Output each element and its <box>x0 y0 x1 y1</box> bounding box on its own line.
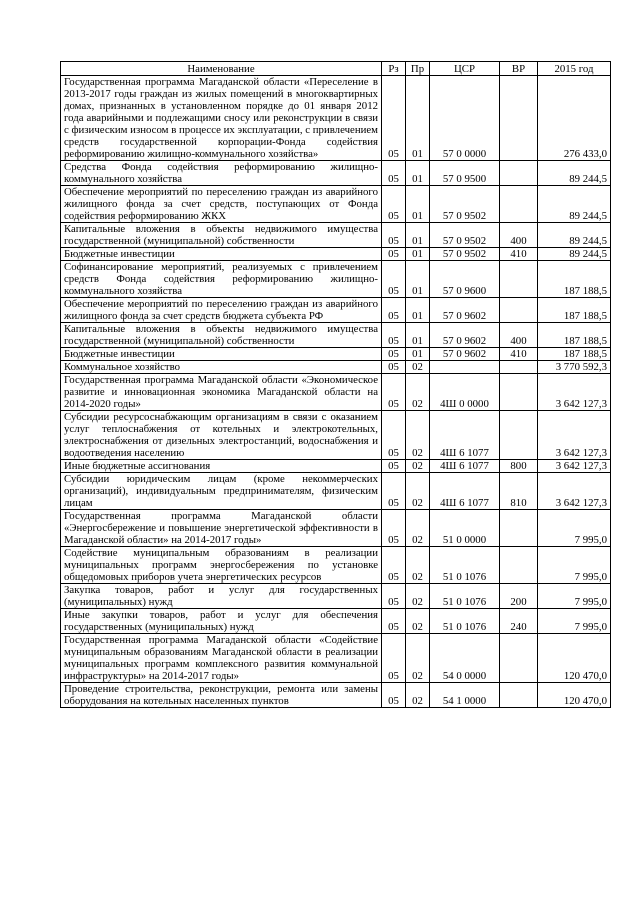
row-csr-cell: 51 0 1076 <box>430 609 500 634</box>
header-rz: Рз <box>382 62 406 76</box>
row-csr-cell: 54 0 0000 <box>430 634 500 683</box>
row-name-cell: Капитальные вложения в объекты недвижимого имущества государственной (муниципальной) собственности <box>61 223 382 248</box>
table-row <box>61 323 611 348</box>
table-header-row <box>61 62 611 76</box>
row-amount-cell: 3 770 592,3 <box>538 361 611 374</box>
row-pr-cell: 01 <box>406 76 430 161</box>
table-row <box>61 584 611 609</box>
row-name-cell: Софинансирование мероприятий, реализуемых с привлечением средств Фонда содействия реформированию жилищно-коммунального хозяйства <box>61 261 382 298</box>
row-name-cell: Обеспечение мероприятий по переселению граждан из аварийного жилищного фонда за счет средств бюджета субъекта РФ <box>61 298 382 323</box>
row-name-cell: Субсидии юридическим лицам (кроме некоммерческих организаций), индивидуальным предпринимателям, физическим лицам <box>61 473 382 510</box>
row-rz-cell: 05 <box>382 186 406 223</box>
row-amount-cell: 3 642 127,3 <box>538 411 611 460</box>
row-rz-cell: 05 <box>382 298 406 323</box>
row-vr-cell: 410 <box>500 248 538 261</box>
row-rz-cell: 05 <box>382 634 406 683</box>
row-amount-cell: 187 188,5 <box>538 261 611 298</box>
row-csr-cell: 57 0 9602 <box>430 348 500 361</box>
row-name-cell: Иные бюджетные ассигнования <box>61 460 382 473</box>
row-amount-cell: 120 470,0 <box>538 634 611 683</box>
row-vr-cell <box>500 510 538 547</box>
row-pr-cell: 02 <box>406 634 430 683</box>
row-rz-cell: 05 <box>382 323 406 348</box>
header-name: Наименование <box>61 62 382 76</box>
table-row <box>61 298 611 323</box>
row-csr-cell: 51 0 1076 <box>430 547 500 584</box>
row-amount-cell: 7 995,0 <box>538 584 611 609</box>
header-vr: ВР <box>500 62 538 76</box>
row-vr-cell: 400 <box>500 323 538 348</box>
row-pr-cell: 01 <box>406 223 430 248</box>
table-row <box>61 510 611 547</box>
row-csr-cell: 4Ш 6 1077 <box>430 411 500 460</box>
table-row <box>61 683 611 708</box>
row-name-cell: Содействие муниципальным образованиям в реализации муниципальных программ энергосбережения по установке общедомовых приборов учета энергетических ресурсов <box>61 547 382 584</box>
row-rz-cell: 05 <box>382 76 406 161</box>
row-rz-cell: 05 <box>382 510 406 547</box>
table-row <box>61 374 611 411</box>
row-vr-cell <box>500 411 538 460</box>
row-name-cell: Субсидии ресурсоснабжающим организациям в связи с оказанием услуг теплоснабжения от котельных и электрокотельных, электроснабжения от дизельных электростанций, водоснабжения и водоотведения населению <box>61 411 382 460</box>
row-csr-cell: 51 0 1076 <box>430 584 500 609</box>
row-csr-cell: 54 1 0000 <box>430 683 500 708</box>
row-amount-cell: 89 244,5 <box>538 223 611 248</box>
row-pr-cell: 02 <box>406 609 430 634</box>
row-csr-cell: 57 0 9602 <box>430 298 500 323</box>
row-name-cell: Государственная программа Магаданской области «Энергосбережение и повышение энергетической эффективности в Магаданской области» на 2014-2017 годы» <box>61 510 382 547</box>
row-name-cell: Бюджетные инвестиции <box>61 348 382 361</box>
row-pr-cell: 01 <box>406 186 430 223</box>
row-rz-cell: 05 <box>382 361 406 374</box>
budget-document-page <box>60 61 610 708</box>
row-rz-cell: 05 <box>382 248 406 261</box>
table-row <box>61 460 611 473</box>
row-name-cell: Государственная программа Магаданской области «Содействие муниципальным образованиям Магаданской области в реализации муниципальных программ комплексного развития коммунальной инфраструктуры» на 2014-2017 годы» <box>61 634 382 683</box>
row-pr-cell: 02 <box>406 374 430 411</box>
row-name-cell: Коммунальное хозяйство <box>61 361 382 374</box>
row-vr-cell <box>500 298 538 323</box>
row-vr-cell <box>500 683 538 708</box>
row-pr-cell: 02 <box>406 683 430 708</box>
row-rz-cell: 05 <box>382 161 406 186</box>
row-csr-cell: 4Ш 0 0000 <box>430 374 500 411</box>
table-row <box>61 411 611 460</box>
row-csr-cell: 57 0 9600 <box>430 261 500 298</box>
row-rz-cell: 05 <box>382 348 406 361</box>
row-csr-cell: 57 0 9500 <box>430 161 500 186</box>
row-amount-cell: 89 244,5 <box>538 186 611 223</box>
row-amount-cell: 187 188,5 <box>538 323 611 348</box>
header-pr: Пр <box>406 62 430 76</box>
row-rz-cell: 05 <box>382 374 406 411</box>
row-amount-cell: 120 470,0 <box>538 683 611 708</box>
row-pr-cell: 01 <box>406 323 430 348</box>
row-pr-cell: 01 <box>406 261 430 298</box>
row-name-cell: Проведение строительства, реконструкции, ремонта или замены оборудования на котельных населенных пунктов <box>61 683 382 708</box>
row-pr-cell: 01 <box>406 348 430 361</box>
row-amount-cell: 7 995,0 <box>538 510 611 547</box>
row-vr-cell <box>500 361 538 374</box>
row-vr-cell: 400 <box>500 223 538 248</box>
row-amount-cell: 7 995,0 <box>538 609 611 634</box>
row-csr-cell: 51 0 0000 <box>430 510 500 547</box>
row-name-cell: Государственная программа Магаданской области «Переселение в 2013-2017 годы граждан из жилых помещений в многоквартирных домах, признанных в установленном порядке до 01 января 2012 года аварийными и подлежащими сносу или реконструкции в связи с физическим износом в процессе их эксплуатации, с привлечением средств государственной корпорации-Фонда содействия реформированию жилищно-коммунального хозяйства» <box>61 76 382 161</box>
row-pr-cell: 01 <box>406 298 430 323</box>
row-rz-cell: 05 <box>382 609 406 634</box>
row-csr-cell: 4Ш 6 1077 <box>430 460 500 473</box>
row-amount-cell: 276 433,0 <box>538 76 611 161</box>
table-row <box>61 223 611 248</box>
row-csr-cell: 57 0 0000 <box>430 76 500 161</box>
row-vr-cell: 410 <box>500 348 538 361</box>
table-row <box>61 261 611 298</box>
row-name-cell: Обеспечение мероприятий по переселению граждан из аварийного жилищного фонда за счет средств, поступающих от Фонда содействия реформированию ЖКХ <box>61 186 382 223</box>
row-amount-cell: 3 642 127,3 <box>538 460 611 473</box>
row-csr-cell: 57 0 9502 <box>430 248 500 261</box>
table-row <box>61 348 611 361</box>
table-row <box>61 609 611 634</box>
row-vr-cell: 200 <box>500 584 538 609</box>
row-pr-cell: 02 <box>406 473 430 510</box>
row-csr-cell <box>430 361 500 374</box>
table-row <box>61 361 611 374</box>
row-name-cell: Средства Фонда содействия реформированию жилищно-коммунального хозяйства <box>61 161 382 186</box>
row-pr-cell: 01 <box>406 248 430 261</box>
row-amount-cell: 89 244,5 <box>538 248 611 261</box>
row-vr-cell <box>500 161 538 186</box>
table-row <box>61 473 611 510</box>
header-year: 2015 год <box>538 62 611 76</box>
row-name-cell: Закупка товаров, работ и услуг для государственных (муниципальных) нужд <box>61 584 382 609</box>
row-csr-cell: 4Ш 6 1077 <box>430 473 500 510</box>
row-rz-cell: 05 <box>382 261 406 298</box>
row-rz-cell: 05 <box>382 460 406 473</box>
table-row <box>61 186 611 223</box>
row-rz-cell: 05 <box>382 683 406 708</box>
row-vr-cell: 810 <box>500 473 538 510</box>
row-csr-cell: 57 0 9602 <box>430 323 500 348</box>
row-pr-cell: 02 <box>406 361 430 374</box>
row-rz-cell: 05 <box>382 547 406 584</box>
row-amount-cell: 89 244,5 <box>538 161 611 186</box>
table-row <box>61 76 611 161</box>
row-vr-cell: 800 <box>500 460 538 473</box>
row-amount-cell: 3 642 127,3 <box>538 473 611 510</box>
table-row <box>61 547 611 584</box>
row-vr-cell <box>500 261 538 298</box>
budget-table <box>60 61 611 708</box>
row-vr-cell <box>500 76 538 161</box>
row-rz-cell: 05 <box>382 411 406 460</box>
table-row <box>61 161 611 186</box>
row-pr-cell: 02 <box>406 460 430 473</box>
row-rz-cell: 05 <box>382 473 406 510</box>
row-amount-cell: 187 188,5 <box>538 348 611 361</box>
row-csr-cell: 57 0 9502 <box>430 223 500 248</box>
row-pr-cell: 01 <box>406 161 430 186</box>
row-vr-cell <box>500 186 538 223</box>
row-name-cell: Государственная программа Магаданской области «Экономическое развитие и инновационная экономика Магаданской области на 2014-2020 годы» <box>61 374 382 411</box>
row-pr-cell: 02 <box>406 584 430 609</box>
table-row <box>61 248 611 261</box>
row-vr-cell <box>500 374 538 411</box>
row-amount-cell: 187 188,5 <box>538 298 611 323</box>
row-name-cell: Бюджетные инвестиции <box>61 248 382 261</box>
row-name-cell: Капитальные вложения в объекты недвижимого имущества государственной (муниципальной) собственности <box>61 323 382 348</box>
table-row <box>61 634 611 683</box>
row-pr-cell: 02 <box>406 547 430 584</box>
row-pr-cell: 02 <box>406 510 430 547</box>
row-pr-cell: 02 <box>406 411 430 460</box>
row-rz-cell: 05 <box>382 584 406 609</box>
row-name-cell: Иные закупки товаров, работ и услуг для обеспечения государственных (муниципальных) нужд <box>61 609 382 634</box>
header-csr: ЦСР <box>430 62 500 76</box>
row-csr-cell: 57 0 9502 <box>430 186 500 223</box>
row-vr-cell: 240 <box>500 609 538 634</box>
row-vr-cell <box>500 634 538 683</box>
row-rz-cell: 05 <box>382 223 406 248</box>
row-vr-cell <box>500 547 538 584</box>
row-amount-cell: 3 642 127,3 <box>538 374 611 411</box>
row-amount-cell: 7 995,0 <box>538 547 611 584</box>
